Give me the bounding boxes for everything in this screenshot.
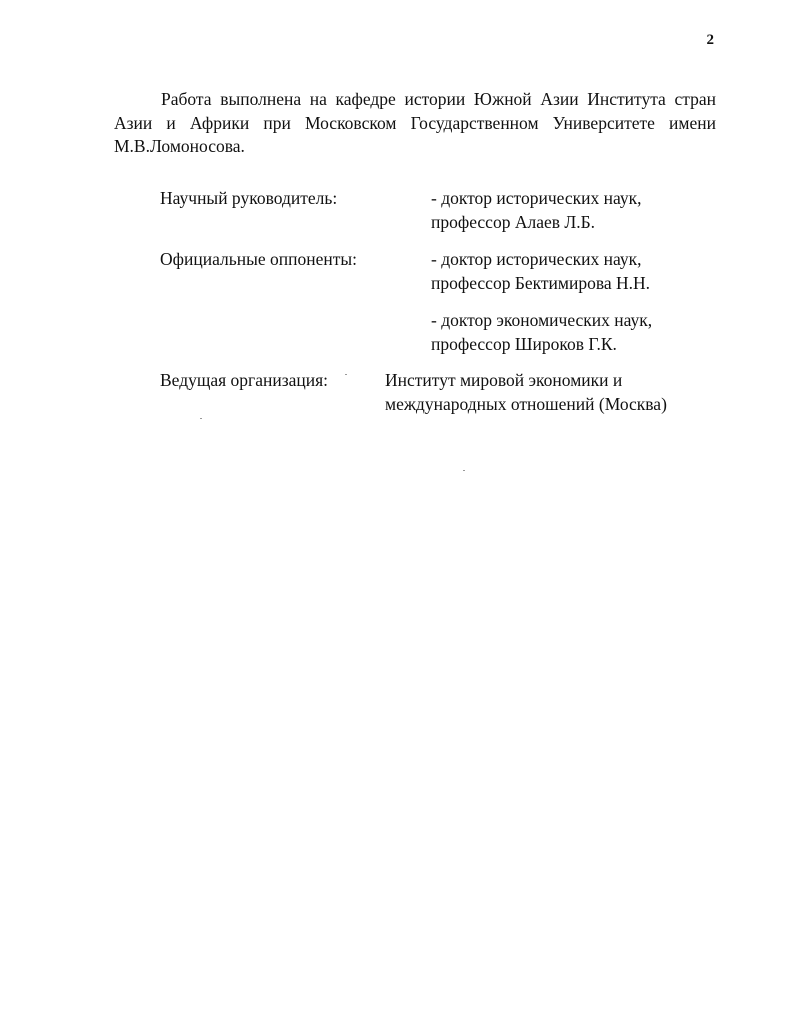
opponent-1-value [431,248,650,295]
advisor-label: Научный руководитель: [160,188,338,208]
intro-line-3: М.В.Ломоносова. [114,136,245,156]
opponent-1-degree: - доктор исторических наук, [431,249,642,269]
advisor-value [431,187,641,234]
leading-org-label: Ведущая организация: [160,370,329,390]
opponent-1-name: профессор Бектимирова Н.Н. [431,272,651,293]
opponent-2-degree: - доктор экономических наук, [431,310,653,330]
leading-org-line-1: Институт мировой экономики и [385,370,623,390]
opponent-2-value [431,309,652,356]
intro-line-1: Работа выполнена на кафедре истории Южной Азии Института стран [161,89,716,109]
advisor-degree: - доктор исторических наук, [431,188,642,208]
page-number: 2 [706,32,714,48]
leading-org-line-2: международных отношений (Москва) [385,393,667,414]
scan-speck [463,470,465,471]
advisor-name: профессор Алаев Л.Б. [431,211,596,232]
scan-speck [345,374,347,375]
leading-org-value [385,369,667,416]
scan-speck [200,418,202,419]
intro-paragraph [114,88,716,159]
intro-line-2: Азии и Африки при Московском Государственном Университете имени [114,112,716,133]
opponent-2-name: профессор Широков Г.К. [431,333,617,354]
opponents-label: Официальные оппоненты: [160,249,357,269]
